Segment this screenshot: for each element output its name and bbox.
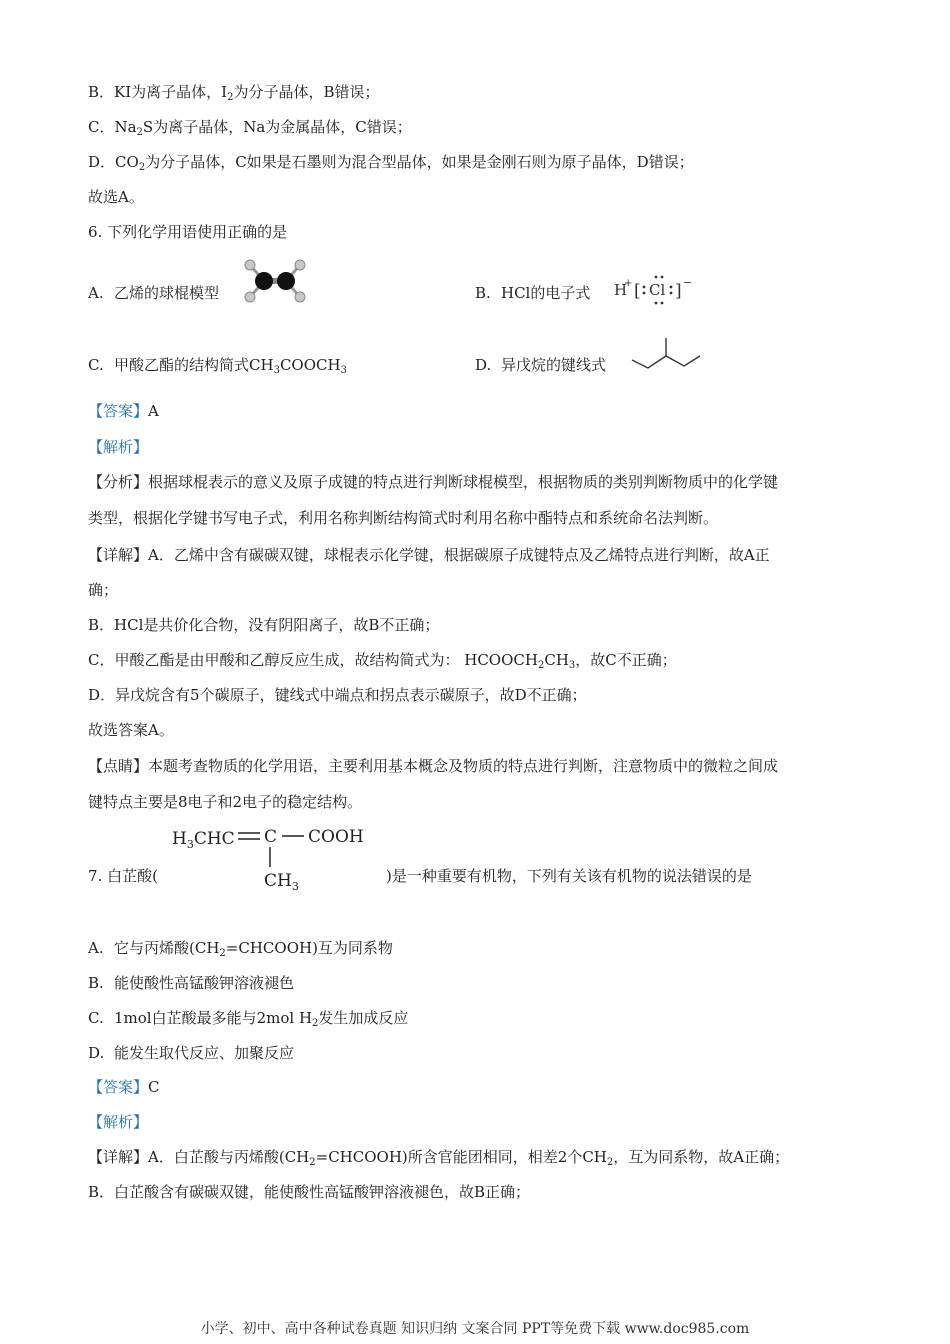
ethylene-ball-stick-model	[242, 258, 308, 304]
q6-conclusion: 故选答案A。	[88, 721, 174, 739]
q6-fenxi-line1: 【分析】根据球棍表示的意义及原子成键的特点进行判断球棍模型，根据物质的类别判断物质中的化学键	[88, 473, 779, 491]
svg-text:C: C	[264, 827, 278, 847]
q6-option-d: D. 异戊烷的键线式	[475, 356, 607, 374]
q6-answer: 【答案】A	[88, 402, 159, 420]
svg-text:COOH: COOH	[308, 827, 364, 847]
q6-detail-b: B．HCl是共价化合物，没有阴阳离子，故B不正确；	[88, 616, 440, 634]
q7-stem-suffix: )是一种重要有机物，下列有关该有机物的说法错误的是	[386, 867, 752, 885]
q6-detail-d: D．异戊烷含有5个碳原子，键线式中端点和拐点表示碳原子，故D不正确；	[88, 686, 587, 704]
q6-analysis-heading: 【解析】	[88, 438, 149, 456]
svg-text:−: −	[683, 276, 693, 289]
q7-detail-a: 【详解】A．白芷酸与丙烯酸$(CH_2=CHCOOH)$所含官能团相同，相差2个$CH_2$，互为同系物，故A正确；	[88, 1148, 790, 1168]
q5-option-c-explanation: C．$Na_2S$为离子晶体，Na为金属晶体，C错误；	[88, 118, 412, 138]
svg-text:[: [	[634, 281, 641, 301]
q6-detail-a-line1: 【详解】A．乙烯中含有碳碳双键，球棍表示化学键，根据碳原子成键特点及乙烯特点进行判断，故A正	[88, 546, 770, 564]
q7-analysis-heading: 【解析】	[88, 1113, 149, 1131]
q7-option-a: A. 它与丙烯酸$(CH_2=CHCOOH)$互为同系物	[88, 939, 393, 959]
svg-text:H3CHC: $H_3CHC$	[172, 829, 235, 851]
angelic-acid-structure	[170, 822, 380, 894]
q7-stem-prefix: 7. 白芷酸(	[88, 867, 158, 885]
q5-option-d-explanation: D．$CO_2$为分子晶体，C如果是石墨则为混合型晶体，如果是金刚石则为原子晶体，D错误；	[88, 153, 694, 173]
q5-option-b-explanation: B．KI为离子晶体，$I_2$为分子晶体，B错误；	[88, 83, 380, 103]
q6-detail-c: C．甲酸乙酯是由甲酸和乙醇反应生成，故结构简式为： $HCOOCH_2CH_3$，故C不正确；	[88, 651, 677, 671]
q6-fenxi-line2: 类型，根据化学键书写电子式，利用名称判断结构简式时利用名称中酯特点和系统命名法判断。	[88, 509, 719, 527]
q6-dianjing-line2: 键特点主要是8电子和2电子的稳定结构。	[88, 793, 363, 811]
q7-option-c: C. 1mol白芷酸最多能与2mol $H_2$发生加成反应	[88, 1009, 409, 1029]
svg-text:+: +	[624, 278, 633, 289]
page-footer: 小学、初中、高中各种试卷真题 知识归纳 文案合同 PPT等免费下载 www.doc985.com	[200, 1321, 750, 1337]
electron-formula-cl: Cl	[649, 281, 666, 299]
q7-option-d: D. 能发生取代反应、加聚反应	[88, 1044, 295, 1062]
q5-conclusion: 故选A。	[88, 188, 144, 206]
q6-option-a: A. 乙烯的球棍模型	[88, 284, 220, 302]
hcl-electron-formula	[612, 272, 694, 306]
q6-option-c: C. 甲酸乙酯的结构简式$CH_3COOCH_3$	[88, 356, 347, 376]
q7-option-b: B. 能使酸性高锰酸钾溶液褪色	[88, 974, 295, 992]
svg-text:CH3: $CH_3$	[264, 871, 299, 893]
q6-stem: 6. 下列化学用语使用正确的是	[88, 223, 288, 241]
q6-detail-a-line2: 确；	[88, 581, 119, 599]
isopentane-skeletal-formula	[628, 334, 704, 372]
svg-text:]: ]	[675, 281, 682, 301]
q7-detail-b: B．白芷酸含有碳碳双键，能使酸性高锰酸钾溶液褪色，故B正确；	[88, 1183, 531, 1201]
electron-formula-h: H	[614, 281, 628, 299]
q7-answer: 【答案】C	[88, 1078, 160, 1096]
q6-option-b: B. HCl的电子式	[475, 284, 591, 302]
q6-dianjing-line1: 【点睛】本题考查物质的化学用语，主要利用基本概念及物质的特点进行判断，注意物质中的微粒之间成	[88, 757, 779, 775]
